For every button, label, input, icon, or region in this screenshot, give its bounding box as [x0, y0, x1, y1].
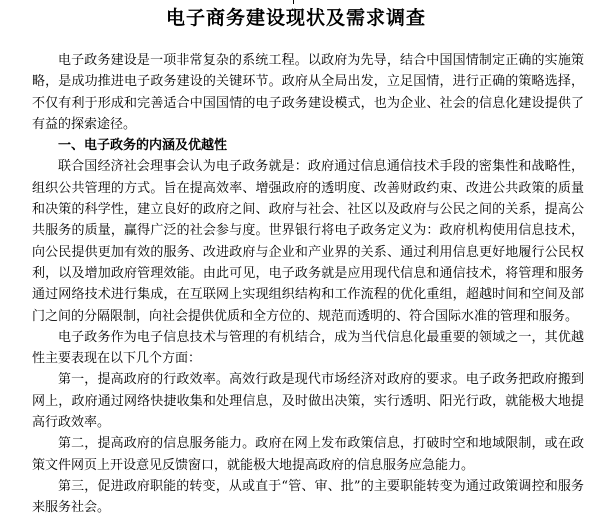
point-2-paragraph: 第二，提高政府的信息服务能力。政府在网上发布政策信息，打破时空和地域限制，或在政策文件网页上开设意见反馈窗口，就能极大地提高政府的信息服务应急能力。	[32, 436, 584, 473]
section-heading: 一、电子政务的内涵及优越性	[58, 138, 228, 154]
page-top-mark	[293, 0, 294, 4]
advantages-paragraph: 电子政务作为电子信息技术与管理的有机结合，成为当代信息化最重要的领域之一，其优越性主要表现在以下几个方面：	[32, 329, 584, 367]
intro-paragraph: 电子政务建设是一项非常复杂的系统工程。以政府为先导，结合中国国情制定正确的实施策略，是成功推进电子政务建设的关键环节。政府从全局出发，立足国情，进行正确的策略选择，不仅有利于形成和完善适合中国国情的电子政务建设模式，也为企业、社会的信息化建设提供了有益的探索途径。	[32, 53, 584, 132]
definition-paragraph: 联合国经济社会理事会认为电子政务就是：政府通过信息通信技术手段的密集性和战略性，组织公共管理的方式。旨在提高效率、增强政府的透明度、改善财政约束、改进公共政策的质量和决策的科学性，建立良好的政府之间、政府与社会、社区以及政府与公民之间的关系，提高公共服务的质量，赢得广泛的社会参与度。世界银行将电子政务定义为：政府机构使用信息技术，向公民提供更加有效的服务、改进政府与企业和产业界的关系、通过利用信息更好地履行公民权利，以及增加政府管理效能。由此可见，电子政务就是应用现代信息和通信技术，将管理和服务通过网络技术进行集成，在互联网上实现组织结构和工作流程的优化重组，超越时间和空间及部门之间的分隔限制，向社会提供优质和全方位的、规范而透明的、符合国际水准的管理和服务。	[32, 159, 584, 324]
document-title: 电子商务建设现状及需求调查	[165, 7, 426, 29]
point-3-paragraph: 第三，促进政府职能的转变，从或直于“管、审、批”的主要职能转变为通过政策调控和服务来服务社会。	[32, 478, 584, 516]
point-1-paragraph: 第一，提高政府的行政效率。高效行政是现代市场经济对政府的要求。电子政务把政府搬到网上，政府通过网络快捷收集和处理信息，及时做出决策，实行透明、阳光行政，就能极大地提高行政效率。	[32, 372, 584, 431]
document-body	[32, 50, 584, 519]
